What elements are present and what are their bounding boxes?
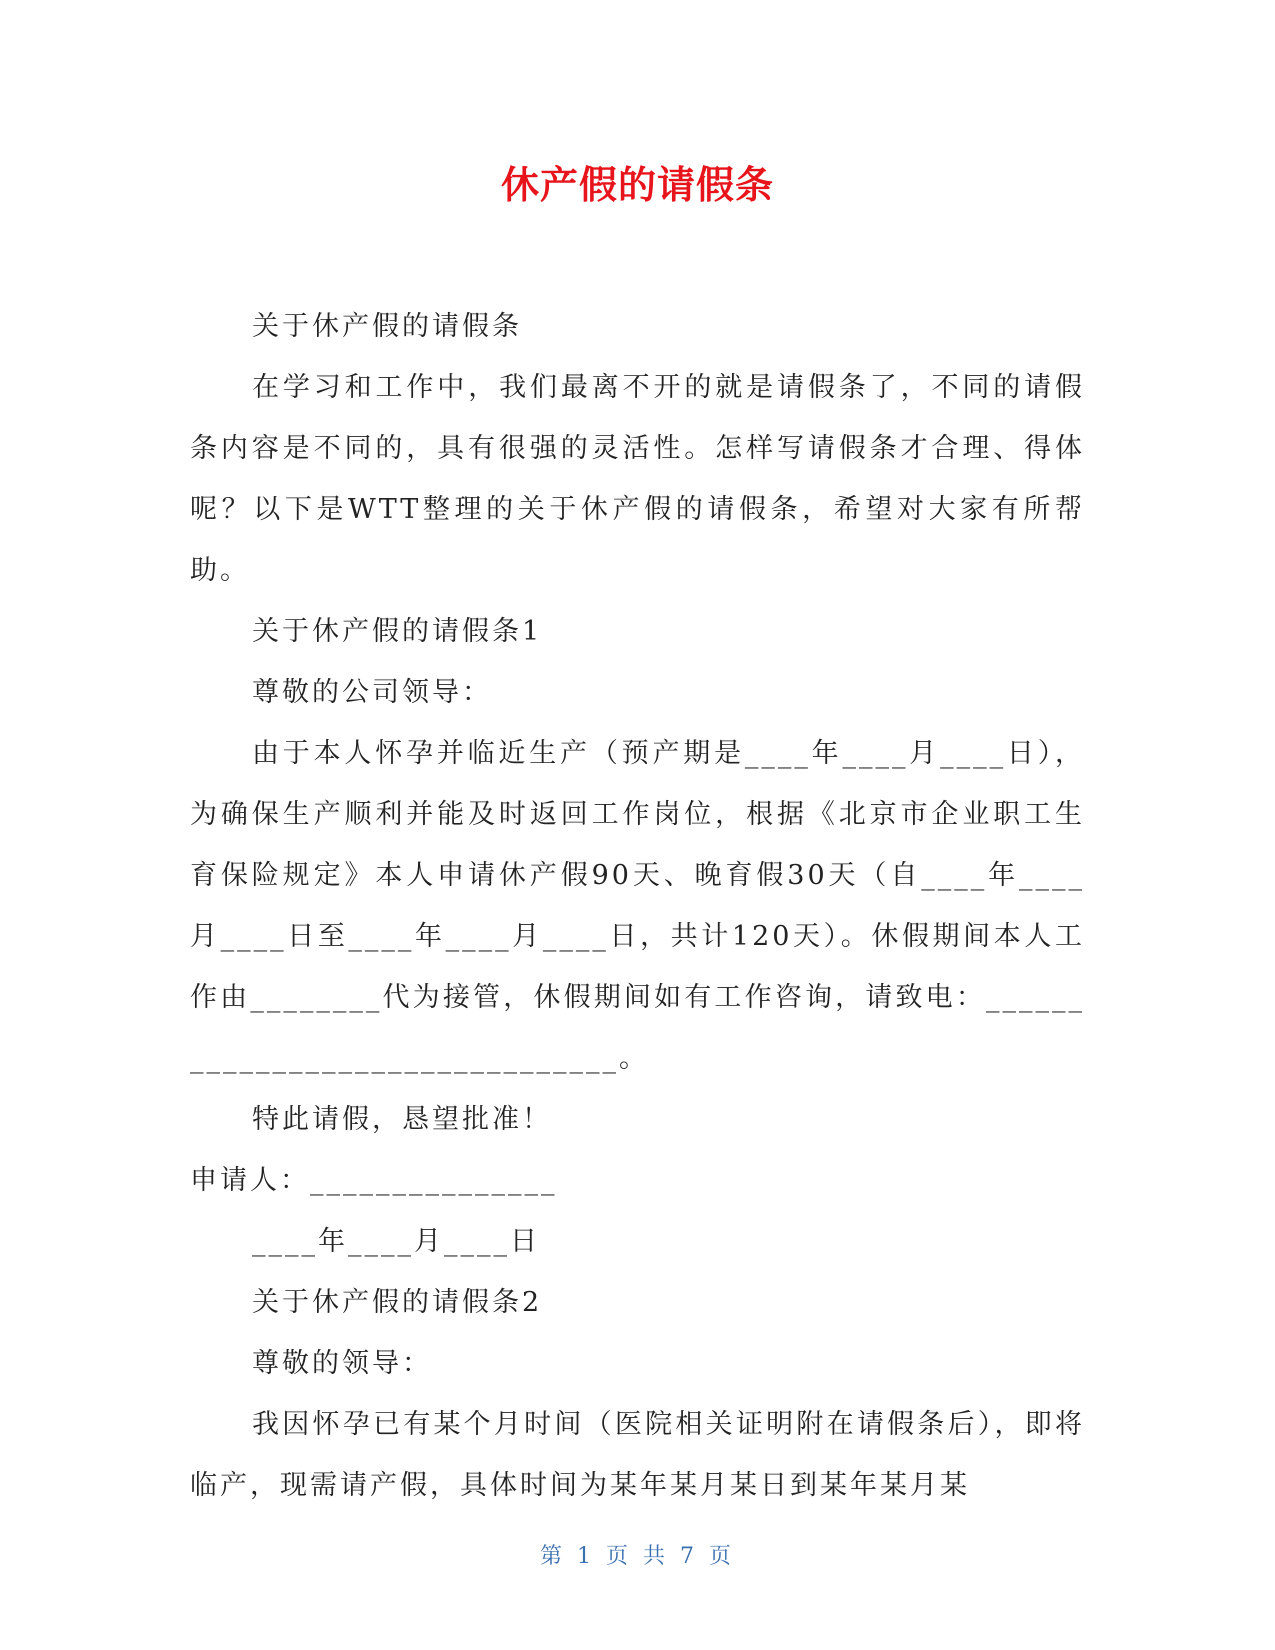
document-body (190, 296, 1085, 1516)
paragraph-subtitle: 关于休产假的请假条 (252, 311, 522, 342)
page-number-footer: 第 1 页 共 7 页 (540, 1544, 735, 1569)
paragraph-applicant: 申请人：_______________ (190, 1165, 558, 1196)
paragraph-body-1: 由于本人怀孕并临近生产（预产期是____年____月____日），为确保生产顺利并能及时返回工作岗位，根据《北京市企业职工生育保险规定》本人申请休产假90天、晚育假30天（自____年____月____日至____年____月____日，共计120天）。休假期间本人工作由________代为接管，休假期间如有工作咨询，请致电：________________________________。 (190, 738, 1085, 1074)
paragraph-salutation-1: 尊敬的公司领导： (252, 677, 492, 708)
paragraph-heading-2: 关于休产假的请假条2 (252, 1287, 543, 1318)
paragraph-date: ____年____月____日 (252, 1226, 540, 1257)
paragraph-heading-1: 关于休产假的请假条1 (252, 616, 543, 647)
document-title: 休产假的请假条 (500, 163, 774, 207)
paragraph-body-2: 我因怀孕已有某个月时间（医院相关证明附在请假条后），即将临产，现需请产假，具体时间为某年某月某日到某年某月某 (190, 1409, 1085, 1501)
paragraph-salutation-2: 尊敬的领导： (252, 1348, 432, 1379)
paragraph-intro: 在学习和工作中，我们最离不开的就是请假条了，不同的请假条内容是不同的，具有很强的灵活性。怎样写请假条才合理、得体呢？以下是WTT整理的关于休产假的请假条，希望对大家有所帮助。 (190, 372, 1085, 586)
paragraph-request-1: 特此请假，恳望批准！ (252, 1104, 552, 1135)
